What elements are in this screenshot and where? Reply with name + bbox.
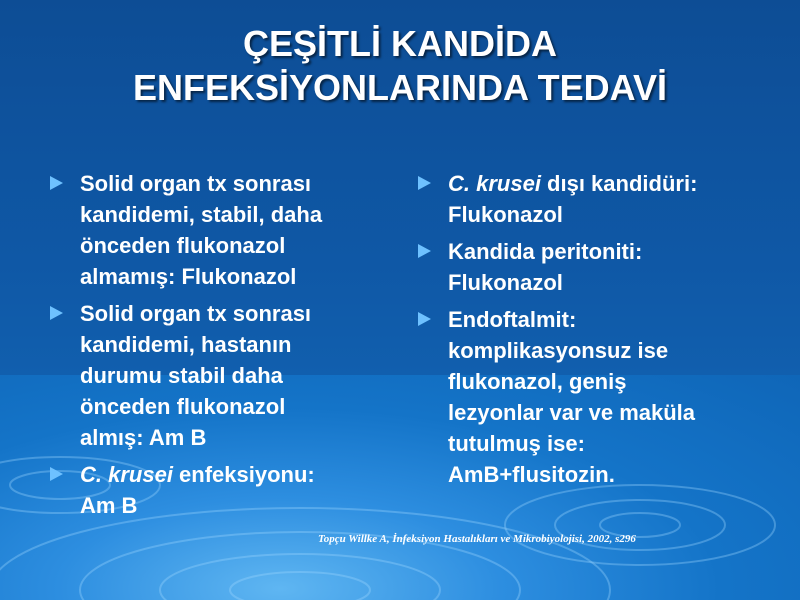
list-item-line: Endoftalmit:	[448, 307, 577, 332]
triangle-bullet-icon	[50, 176, 63, 190]
right-bullet-list	[418, 168, 763, 496]
list-item-line: flukonazol, geniş	[448, 369, 627, 394]
triangle-bullet-icon	[50, 467, 63, 481]
list-item-line: önceden flukonazol	[80, 394, 286, 419]
triangle-bullet-icon	[418, 176, 431, 190]
list-item-line	[80, 459, 395, 490]
list-item	[418, 304, 763, 490]
list-item	[418, 236, 763, 298]
list-item-line: almamış: Flukonazol	[80, 264, 297, 289]
list-item-text: enfeksiyonu:	[172, 462, 315, 487]
list-item-line: Am B	[80, 493, 138, 518]
slide-title-line-1: ÇEŞİTLİ KANDİDA	[243, 23, 557, 64]
triangle-bullet-icon	[418, 312, 431, 326]
list-item-line: almış: Am B	[80, 425, 207, 450]
species-name: C. krusei	[448, 171, 541, 196]
list-item-line: lezyonlar var ve maküla	[448, 400, 696, 425]
species-name: C. krusei	[80, 462, 173, 487]
list-item	[50, 168, 395, 292]
list-item-line: kandidemi, hastanın	[80, 332, 292, 357]
list-item	[50, 459, 395, 521]
list-item-line	[448, 168, 763, 199]
slide-title	[40, 22, 760, 110]
list-item-text: dışı kandidüri:	[540, 171, 698, 196]
list-item-line: durumu stabil daha	[80, 363, 283, 388]
citation: Topçu Willke A, İnfeksiyon Hastalıkları ve Mikrobiyolojisi, 2002, s296	[318, 533, 636, 545]
list-item-line: Kandida peritoniti:	[448, 239, 643, 264]
list-item-line: tutulmuş ise:	[448, 431, 585, 456]
list-item-line: kandidemi, stabil, daha	[80, 202, 323, 227]
left-bullet-list	[50, 168, 395, 527]
list-item-line: Flukonazol	[448, 270, 563, 295]
list-item-line: AmB+flusitozin.	[448, 462, 615, 487]
list-item	[50, 298, 395, 453]
slide-title-line-2: ENFEKSİYONLARINDA TEDAVİ	[132, 67, 668, 108]
list-item-line: önceden flukonazol	[80, 233, 286, 258]
list-item-line: Solid organ tx sonrası	[80, 171, 312, 196]
list-item-line: komplikasyonsuz ise	[448, 338, 669, 363]
list-item-line: Solid organ tx sonrası	[80, 301, 312, 326]
triangle-bullet-icon	[50, 306, 63, 320]
list-item	[418, 168, 763, 230]
triangle-bullet-icon	[418, 244, 431, 258]
list-item-line: Flukonazol	[448, 202, 563, 227]
